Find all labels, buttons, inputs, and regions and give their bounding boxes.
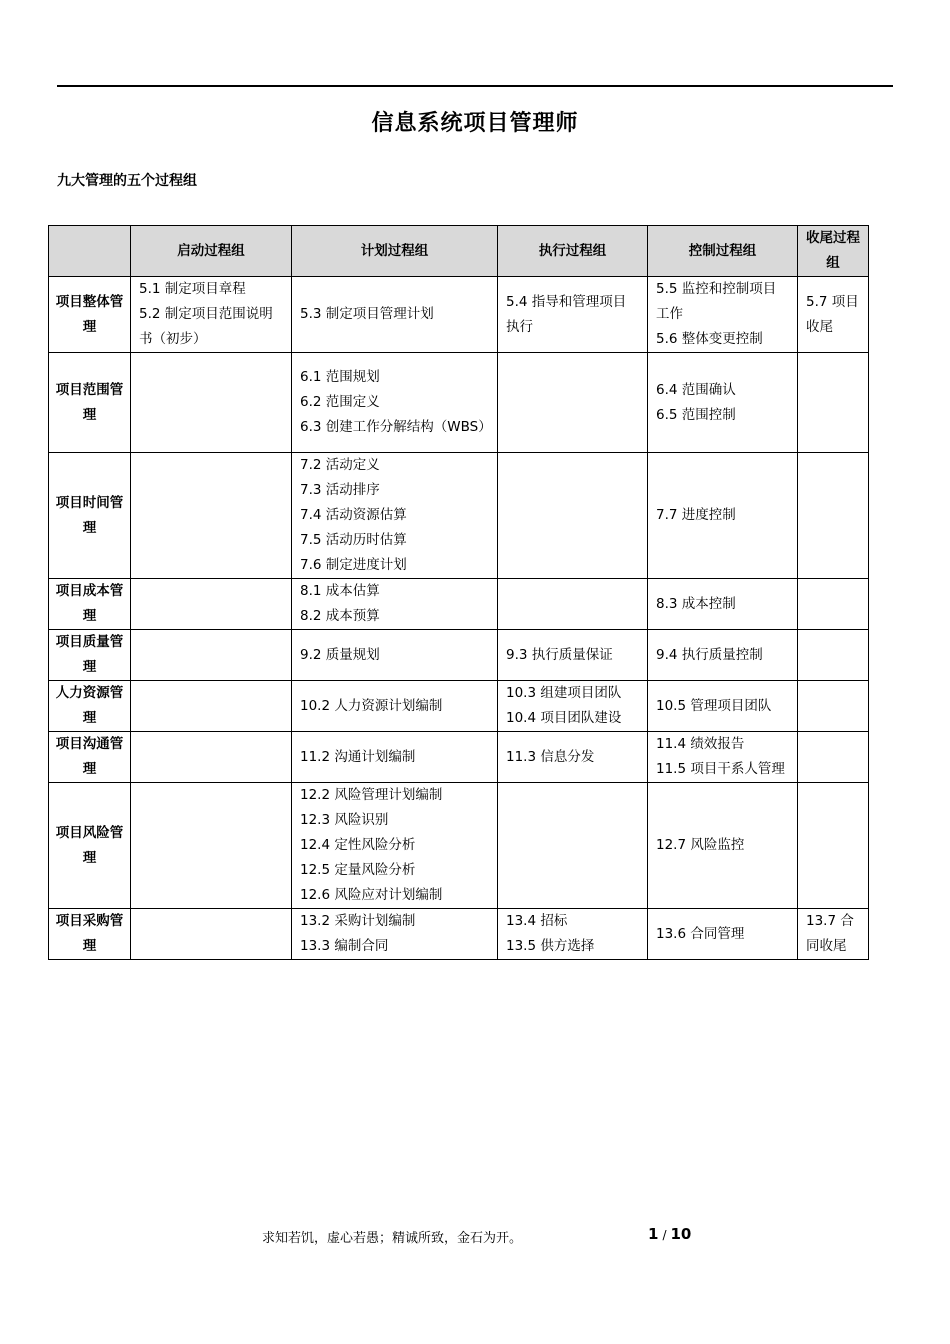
cell-closing — [798, 353, 869, 453]
process-item: 13.2 采购计划编制 — [300, 913, 416, 929]
cell-planning — [292, 783, 498, 909]
process-item: 5.1 制定项目章程 — [139, 281, 246, 297]
cell-planning — [292, 277, 498, 353]
table-row — [49, 453, 869, 579]
page-total: 10 — [670, 1225, 692, 1243]
process-item: 5.6 整体变更控制 — [656, 331, 763, 347]
cell-executing — [498, 353, 648, 453]
table-row — [49, 353, 869, 453]
cell-initiating — [131, 353, 292, 453]
cell-closing — [798, 783, 869, 909]
row-header: 项目风险管理 — [49, 783, 131, 909]
header-initiating: 启动过程组 — [131, 226, 292, 277]
row-header: 项目范围管理 — [49, 353, 131, 453]
cell-initiating — [131, 630, 292, 681]
cell-initiating — [131, 783, 292, 909]
cell-closing — [798, 630, 869, 681]
process-item: 6.2 范围定义 — [300, 394, 380, 410]
process-item: 13.3 编制合同 — [300, 938, 389, 954]
table-row — [49, 277, 869, 353]
process-item: 10.5 管理项目团队 — [656, 697, 772, 714]
cell-closing — [798, 453, 869, 579]
page-current: 1 — [648, 1225, 659, 1243]
cell-executing — [498, 630, 648, 681]
process-item: 6.4 范围确认 — [656, 381, 736, 398]
process-item: 5.7 项目收尾 — [806, 293, 859, 335]
process-item: 11.4 绩效报告 — [656, 736, 745, 752]
header-controlling: 控制过程组 — [648, 226, 798, 277]
row-header: 项目沟通管理 — [49, 732, 131, 783]
process-item: 10.3 组建项目团队 — [506, 685, 622, 701]
cell-planning — [292, 681, 498, 732]
cell-controlling — [648, 681, 798, 732]
cell-controlling — [648, 579, 798, 630]
cell-planning — [292, 353, 498, 453]
cell-planning — [292, 630, 498, 681]
cell-initiating — [131, 453, 292, 579]
cell-closing — [798, 681, 869, 732]
cell-controlling — [648, 732, 798, 783]
process-group-table — [48, 225, 869, 960]
cell-controlling — [648, 453, 798, 579]
cell-controlling — [648, 630, 798, 681]
document-title: 信息系统项目管理师 — [371, 111, 579, 136]
process-item: 7.6 制定进度计划 — [300, 557, 407, 573]
cell-executing — [498, 579, 648, 630]
cell-initiating — [131, 277, 292, 353]
row-header: 项目成本管理 — [49, 579, 131, 630]
process-item: 12.5 定量风险分析 — [300, 862, 416, 878]
process-item: 12.7 风险监控 — [656, 837, 745, 853]
process-item: 6.3 创建工作分解结构（WBS） — [300, 419, 492, 435]
cell-executing — [498, 453, 648, 579]
cell-executing — [498, 909, 648, 960]
cell-closing — [798, 277, 869, 353]
table-row — [49, 681, 869, 732]
process-item: 11.3 信息分发 — [506, 748, 595, 765]
process-item: 6.1 范围规划 — [300, 369, 380, 385]
process-item: 6.5 范围控制 — [656, 406, 736, 423]
cell-initiating — [131, 681, 292, 732]
process-item: 5.4 指导和管理项目执行 — [506, 293, 627, 335]
row-header: 人力资源管理 — [49, 681, 131, 732]
corner-header-cell — [49, 226, 131, 277]
cell-controlling — [648, 353, 798, 453]
process-item: 10.4 项目团队建设 — [506, 710, 622, 726]
process-item: 9.2 质量规划 — [300, 646, 380, 663]
process-item: 7.7 进度控制 — [656, 507, 736, 523]
process-item: 10.2 人力资源计划编制 — [300, 697, 443, 714]
header-planning: 计划过程组 — [292, 226, 498, 277]
process-item: 9.4 执行质量控制 — [656, 646, 763, 663]
cell-controlling — [648, 277, 798, 353]
row-header: 项目时间管理 — [49, 453, 131, 579]
cell-controlling — [648, 783, 798, 909]
process-item: 5.3 制定项目管理计划 — [300, 306, 434, 322]
process-item: 13.5 供方选择 — [506, 938, 595, 954]
cell-executing — [498, 277, 648, 353]
table-row — [49, 909, 869, 960]
cell-planning — [292, 453, 498, 579]
cell-planning — [292, 579, 498, 630]
table-row — [49, 579, 869, 630]
row-header: 项目整体管理 — [49, 277, 131, 353]
row-header: 项目采购管理 — [49, 909, 131, 960]
process-item: 12.3 风险识别 — [300, 812, 389, 828]
cell-planning — [292, 732, 498, 783]
header-closing: 收尾过程组 — [798, 226, 869, 277]
cell-closing — [798, 732, 869, 783]
process-item: 5.2 制定项目范围说明书（初步） — [139, 306, 273, 347]
row-header: 项目质量管理 — [49, 630, 131, 681]
process-item: 11.5 项目干系人管理 — [656, 761, 785, 777]
process-item: 11.2 沟通计划编制 — [300, 748, 416, 765]
process-item: 9.3 执行质量保证 — [506, 646, 613, 663]
process-item: 13.6 合同管理 — [656, 925, 745, 942]
process-item: 7.3 活动排序 — [300, 482, 380, 498]
table-header-row — [49, 226, 869, 277]
process-item: 8.2 成本预算 — [300, 608, 380, 624]
process-item: 8.1 成本估算 — [300, 583, 380, 599]
process-item: 7.4 活动资源估算 — [300, 507, 407, 523]
cell-executing — [498, 732, 648, 783]
cell-executing — [498, 681, 648, 732]
process-item: 7.5 活动历时估算 — [300, 532, 407, 548]
cell-initiating — [131, 909, 292, 960]
process-item: 5.5 监控和控制项目工作 — [656, 281, 777, 322]
footer-motto: 求知若饥，虚心若愚；精诚所致，金石为开。 — [262, 1231, 523, 1246]
table-row — [49, 630, 869, 681]
header-executing: 执行过程组 — [498, 226, 648, 277]
cell-closing — [798, 579, 869, 630]
table-row — [49, 783, 869, 909]
cell-executing — [498, 783, 648, 909]
cell-closing — [798, 909, 869, 960]
process-item: 12.2 风险管理计划编制 — [300, 787, 443, 803]
cell-initiating — [131, 732, 292, 783]
table-row — [49, 732, 869, 783]
process-item: 12.6 风险应对计划编制 — [300, 887, 443, 903]
page-number — [648, 1225, 691, 1243]
process-item: 13.7 合同收尾 — [806, 913, 854, 954]
process-item: 12.4 定性风险分析 — [300, 837, 416, 853]
cell-controlling — [648, 909, 798, 960]
process-item: 13.4 招标 — [506, 913, 568, 929]
cell-planning — [292, 909, 498, 960]
process-item: 8.3 成本控制 — [656, 595, 736, 612]
page-separator: / — [662, 1228, 667, 1242]
cell-initiating — [131, 579, 292, 630]
section-title: 九大管理的五个过程组 — [57, 173, 197, 189]
header-rule — [57, 85, 893, 87]
process-item: 7.2 活动定义 — [300, 457, 380, 473]
